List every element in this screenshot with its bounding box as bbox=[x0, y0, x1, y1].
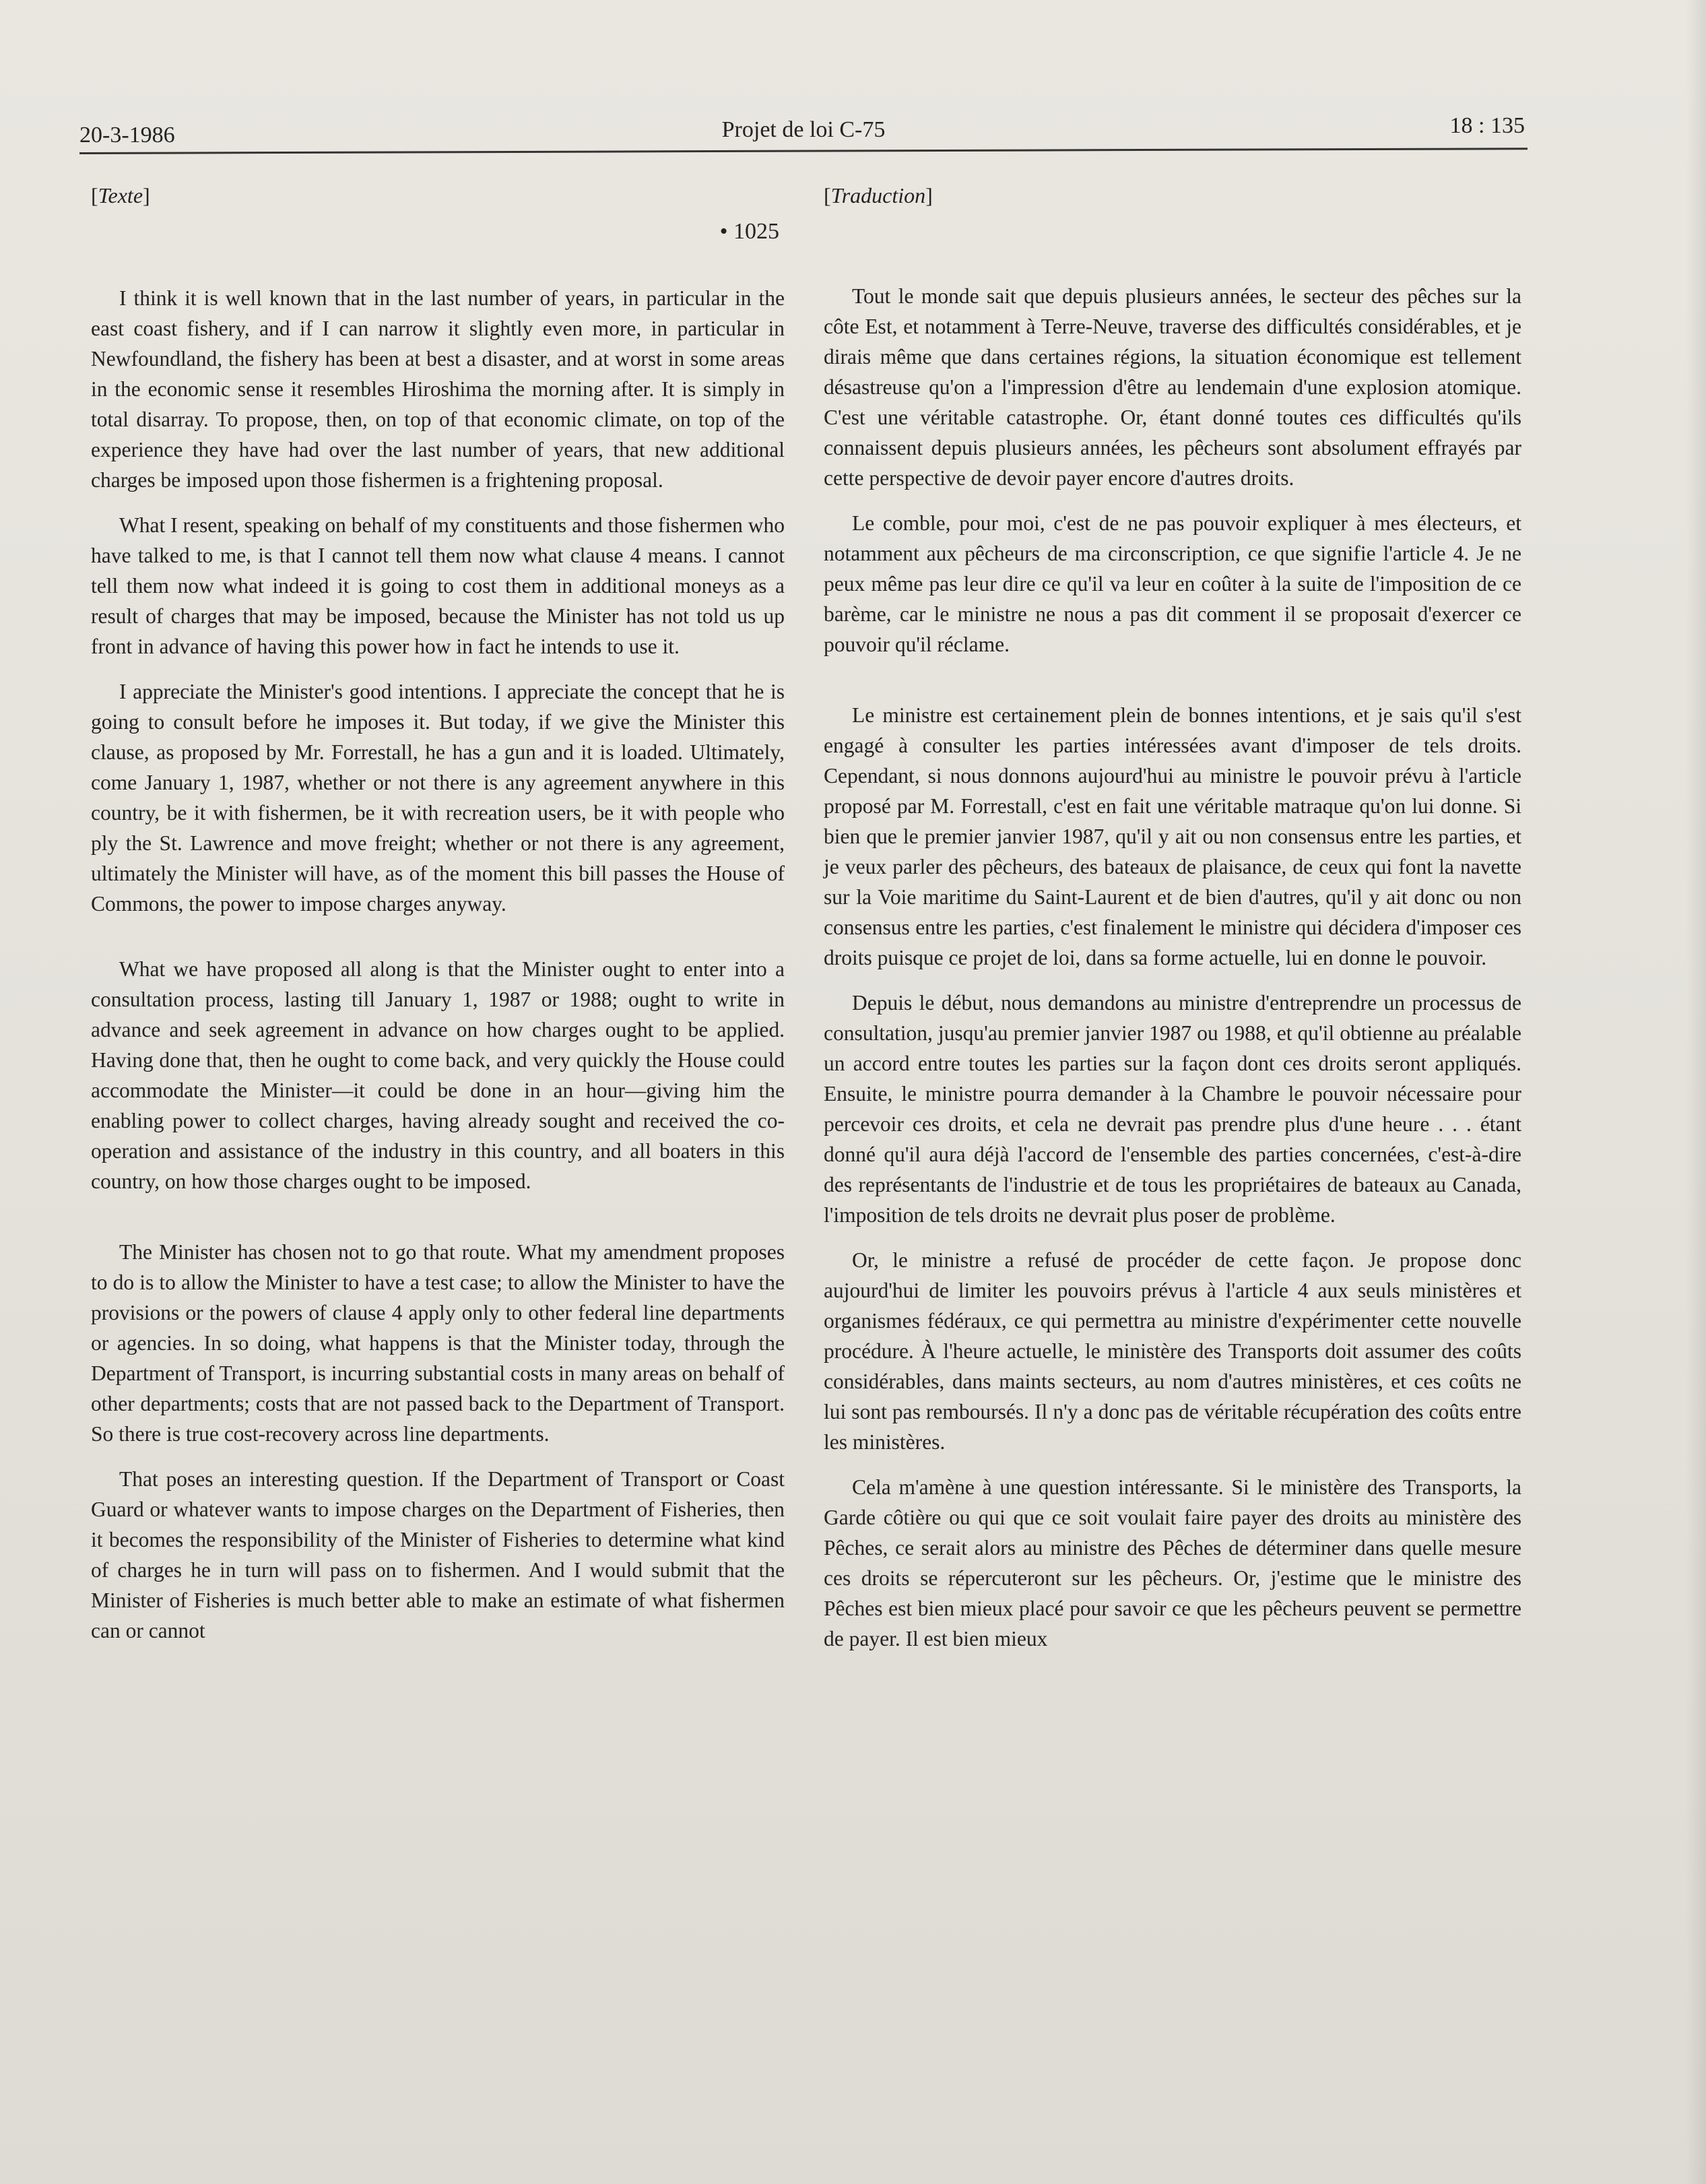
paragraph: Le comble, pour moi, c'est de ne pas pouvoir expliquer à mes électeurs, et notamment aux pêcheurs de ma circonscription, ce que signifie l'article 4. Je ne peux même pas leur dire ce qu'il va leur en coûter à la suite de l'imposition de ce barème, car le ministre ne nous a pas dit comment il se proposait d'exercer ce pouvoir qu'il réclame. bbox=[824, 511, 1521, 656]
paragraph: Cela m'amène à une question intéressante. Si le ministère des Transports, la Garde côtière ou qui que ce soit voulait faire payer des droits au ministère des Pêches, ce serait alors au ministre des Pêches de déterminer dans quelle mesure ces droits se répercuteront sur les pêcheurs. Or, j'estime que le ministre des Pêches est bien mieux placé pour savoir ce que les pêcheurs peuvent se permettre de payer. Il est bien mieux bbox=[824, 1475, 1521, 1650]
english-column bbox=[91, 181, 785, 1646]
paragraph: Or, le ministre a refusé de procéder de cette façon. Je propose donc aujourd'hui de limiter les pouvoirs prévus à l'article 4 aux seuls ministères et organismes fédéraux, ce qui permettra au ministre d'expérimenter cette nouvelle procédure. À l'heure actuelle, le ministère des Transports doit assumer des coûts considérables, dans maints secteurs, au nom d'autres ministères, et ces coûts ne lui sont pas remboursés. Il n'y a donc pas de véritable récupération des coûts entre les ministères. bbox=[824, 1248, 1521, 1454]
time-mark: • 1025 bbox=[719, 219, 779, 244]
paragraph: Tout le monde sait que depuis plusieurs années, le secteur des pêches sur la côte Est, et notamment à Terre-Neuve, traverse des difficultés considérables, et je dirais même que dans certaines régions, la situation économique est tellement désastreuse qu'on a l'impression d'être au lendemain d'une explosion atomique. C'est une véritable catastrophe. Or, étant donné toutes ces difficultés qu'ils connaissent depuis plusieurs années, les pêcheurs sont absolument effrayés par cette perspective de devoir payer encore d'autres droits. bbox=[824, 284, 1521, 490]
scan-shadow bbox=[1686, 0, 1706, 2184]
header-title: Projet de loi C-75 bbox=[721, 117, 886, 142]
header-date: 20-3-1986 bbox=[79, 123, 175, 148]
column-label-text: Texte bbox=[98, 183, 143, 207]
paragraph: Le ministre est certainement plein de bonnes intentions, et je sais qu'il s'est engagé à consulter les parties intéressées avant d'imposer de tels droits. Cependant, si nous donnons aujourd'hui au ministre le pouvoir prévu à l'article proposé par M. Forrestall, c'est en fait une véritable matraque qu'on lui donne. Si bien que le premier janvier 1987, qu'il y ait ou non consensus entre les parties, et je veux parler des pêcheurs, des bateaux de plaisance, de ceux qui font la navette sur la Voie maritime du Saint-Laurent et de bien d'autres, qu'il y ait donc ou non consensus entre les parties, c'est finalement le ministre qui décidera d'imposer ces droits puisque ce projet de loi, dans sa forme actuelle, lui en donne le pouvoir. bbox=[824, 703, 1521, 969]
paragraph: What I resent, speaking on behalf of my constituents and those fishermen who have talked to me, is that I cannot tell them now what clause 4 means. I cannot tell them now what indeed it is going to cost them in additional moneys as a result of charges that may be imposed, because the Minister has not told us up front in advance of having this power how in fact he intends to use it. bbox=[91, 513, 785, 658]
paragraph: What we have proposed all along is that the Minister ought to enter into a consultation process, lasting till January 1, 1987 or 1988; ought to write in advance and seek agreement in advance on how charges ought to be applied. Having done that, then he ought to come back, and very quickly the House could accommodate the Minister—it could be done in an hour—giving him the enabling power to collect charges, having already sought and received the co-operation and assistance of the industry in this country, and all boaters in this country, on how those charges ought to be imposed. bbox=[91, 957, 785, 1193]
paragraph: I appreciate the Minister's good intentions. I appreciate the concept that he is going to consult before he imposes it. But today, if we give the Minister this clause, as proposed by Mr. Forrestall, he has a gun and it is loaded. Ultimately, come January 1, 1987, whether or not there is any agreement anywhere in this country, be it with fishermen, be it with recreation users, be it with people who ply the St. Lawrence and move freight; whether or not there is any agreement, ultimately the Minister will have, as of the moment this bill passes the House of Commons, the power to impose charges anyway. bbox=[91, 680, 785, 916]
paragraph: Depuis le début, nous demandons au ministre d'entreprendre un processus de consultation, jusqu'au premier janvier 1987 ou 1988, et qu'il obtienne au préalable un accord entre toutes les parties sur la façon dont ces droits seront appliqués. Ensuite, le ministre pourra demander à la Chambre le pouvoir nécessaire pour percevoir ces droits, et cela ne devrait pas prendre plus d'une heure . . . étant donné qu'il aura déjà l'accord de l'ensemble des parties concernées, c'est-à-dire des représentants de l'industrie et de tous les propriétaires de bateaux au Canada, l'imposition de tels droits ne devrait plus poser de problème. bbox=[824, 991, 1521, 1227]
column-label-english: [Texte] bbox=[91, 183, 150, 207]
page-header bbox=[79, 113, 1528, 154]
paragraph: That poses an interesting question. If the Department of Transport or Coast Guard or whatever wants to impose charges on the Department of Fisheries, then it becomes the responsibility of the Minister of Fisheries to determine what kind of charges he in turn will pass on to fishermen. And I would submit that the Minister of Fisheries is much better able to make an estimate of what fishermen can or cannot bbox=[91, 1467, 785, 1642]
paragraph: I think it is well known that in the last number of years, in particular in the east coast fishery, and if I can narrow it slightly even more, in particular in Newfoundland, the fishery has been at best a disaster, and at worst in some areas in the economic sense it resembles Hiroshima the morning after. It is simply in total disarray. To propose, then, on top of that economic climate, on top of the experience they have had over the last number of years, that new additional charges be imposed upon those fishermen is a frightening proposal. bbox=[91, 286, 785, 492]
paragraph: The Minister has chosen not to go that route. What my amendment proposes to do is to allow the Minister to have a test case; to allow the Minister to have the provisions or the powers of clause 4 apply only to other federal line departments or agencies. In so doing, what happens is that the Minister today, through the Department of Transport, is incurring substantial costs in many areas on behalf of other departments; costs that are not passed back to the Department of Transport. So there is true cost-recovery across line departments. bbox=[91, 1240, 785, 1446]
column-label-text: Traduction bbox=[830, 183, 926, 207]
french-column bbox=[824, 181, 1521, 1654]
header-page-ref: 18 : 135 bbox=[1449, 113, 1525, 138]
column-label-french: [Traduction] bbox=[824, 183, 933, 207]
